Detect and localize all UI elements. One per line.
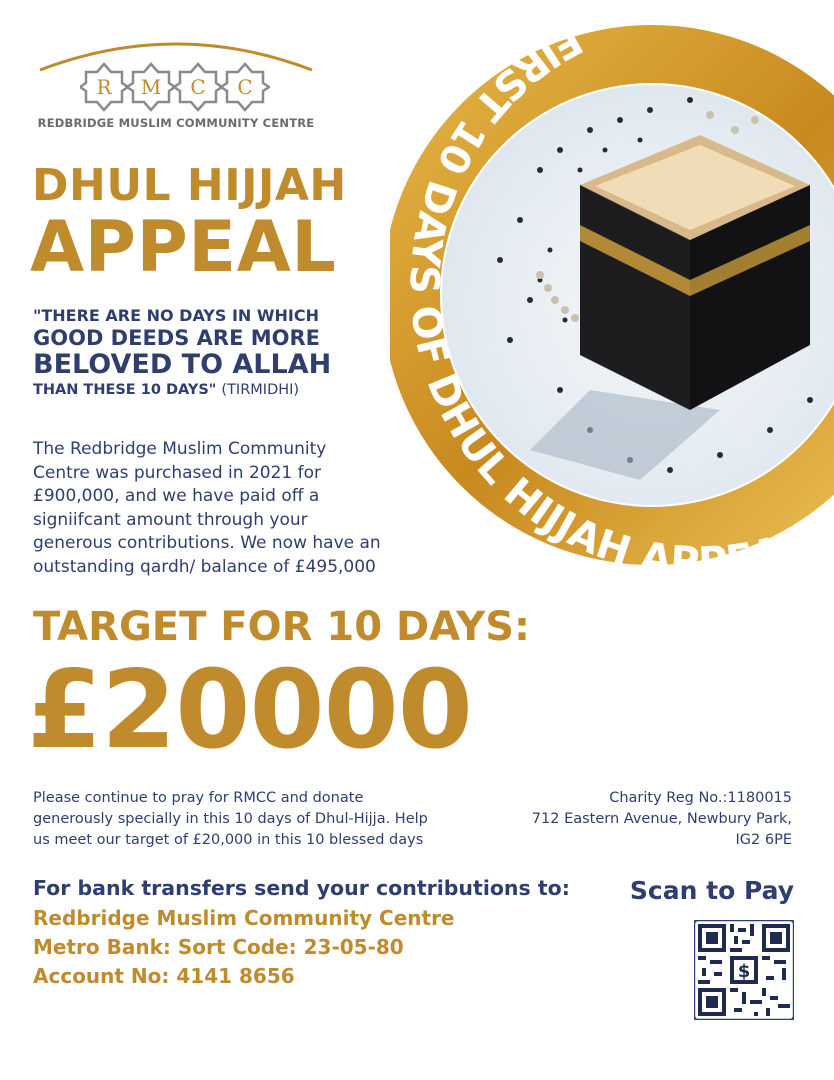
quote-line4: [33, 380, 331, 400]
prayer-line: Please continue to pray for RMCC and donate: [33, 790, 364, 806]
target-label: TARGET FOR 10 DAYS:: [33, 604, 531, 650]
description-line: Centre was purchased in 2021 for: [33, 462, 322, 483]
quote-line3: BELOVED TO ALLAH: [33, 349, 332, 380]
description-line: generous contributions. We now have an: [33, 533, 381, 553]
quote-line1: "THERE ARE NO DAYS IN WHICH: [33, 306, 320, 325]
bank-sort-code: Metro Bank: Sort Code: 23-05-80: [33, 935, 404, 959]
charity-postcode: IG2 6PE: [735, 832, 792, 848]
svg-text:$: $: [737, 960, 751, 982]
prayer-line: generously specially in this 10 days of Dhul-Hijja. Help: [33, 811, 428, 827]
badge-arc-text: [390, 0, 834, 590]
logo-letter: C: [237, 75, 253, 99]
badge-arc-label: FIRST 10 DAYS OF DHUL HIJJAH APPEAL: [400, 15, 813, 586]
quote-line2: GOOD DEEDS ARE MORE: [33, 326, 321, 350]
bank-account-number: Account No: 4141 8656: [33, 964, 295, 988]
charity-address: 712 Eastern Avenue, Newbury Park,: [531, 811, 792, 827]
heading-line1: DHUL HIJJAH: [32, 160, 347, 211]
description: [33, 438, 393, 579]
logo-tiles: [80, 62, 270, 112]
logo-letter: M: [140, 75, 162, 99]
qr-code-icon[interactable]: [694, 920, 794, 1020]
heading-line2: APPEAL: [30, 206, 337, 288]
description-line: outstanding qardh/ balance of £495,000: [33, 556, 376, 577]
quote-source: (TIRMIDHI): [221, 382, 300, 398]
prayer-line: us meet our target of £20,000 in this 10 blessed days: [33, 832, 424, 848]
target-amount: £20000: [27, 648, 472, 773]
description-line: The Redbridge Muslim Community: [33, 439, 327, 459]
charity-reg: Charity Reg No.:1180015: [609, 790, 792, 806]
description-line: signiifcant amount through your: [33, 509, 308, 530]
bank-account-name: Redbridge Muslim Community Centre: [33, 906, 455, 930]
hadith-quote: [33, 306, 331, 400]
logo-name: REDBRIDGE MUSLIM COMMUNITY CENTRE: [37, 116, 315, 130]
logo-letter: R: [96, 75, 112, 99]
bank-title: For bank transfers send your contributions to:: [33, 876, 570, 900]
prayer-text: [33, 788, 453, 851]
svg-text:FIRST 10 DAYS OF DHUL HIJJAH A: [401, 16, 813, 586]
scan-to-pay-label: Scan to Pay: [629, 876, 794, 905]
logo-letter: C: [190, 75, 206, 99]
quote-line4-text: THAN THESE 10 DAYS": [33, 382, 217, 398]
description-line: £900,000, and we have paid off a: [33, 486, 320, 506]
charity-info: [492, 788, 792, 851]
